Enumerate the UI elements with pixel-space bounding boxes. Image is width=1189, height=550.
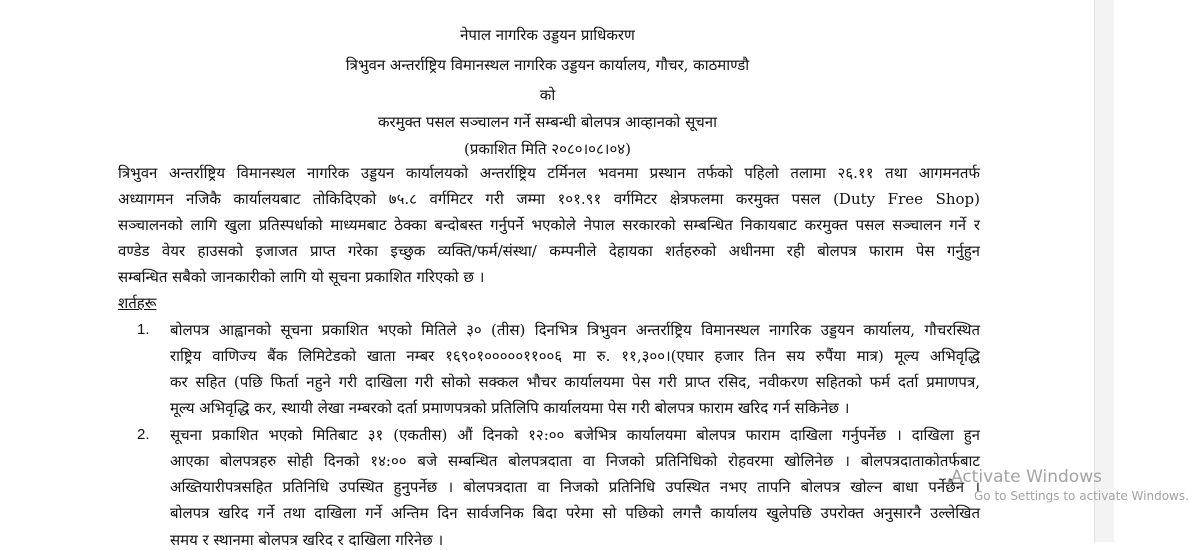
- intro-line: वण्डेड वेयर हाउसको इजाजत प्राप्त गरेका इच्छुक व्यक्ति/फर्म/संस्था/ कम्पनीले देहायका शर्तहरुको अधीनमा रही बोलपत्र फाराम पेस गर्नुहुन: [118, 242, 980, 260]
- condition-line: आएका बोलपत्रहरु सोही दिनको १४:०० बजे सम्बन्धित बोलपत्रदाता वा निजको प्रतिनिधिको रोहवरमा खोलिनेछ । बोलपत्रदाताकोतर्फबाट: [170, 452, 980, 470]
- notice-title: करमुक्त पसल सञ्चालन गर्ने सम्बन्धी बोलपत्र आव्हानको सूचना: [378, 113, 717, 131]
- condition-line: राष्ट्रिय वाणिज्य बैंक लिमिटेडको खाता नम्बर १६९०१०००००११००६ मा रु. ११,३००।(एघार हजार तिन सय रुपैंया मात्र) मूल्य अभिवृद्धि: [170, 347, 980, 365]
- intro-line: सञ्चालनको लागि खुला प्रतिस्पर्धाको माध्यमबाट ठेक्का बन्दोबस्त गर्नुपर्ने भएकोले नेपाल सरकारको सम्बन्धित निकायबाट करमुक्त पसल सञ्चालन गर्ने र: [118, 216, 980, 234]
- authority-name: नेपाल नागरिक उड्डयन प्राधिकरण: [460, 26, 635, 44]
- intro-line: त्रिभुवन अन्तर्राष्ट्रिय विमानस्थल नागरिक उड्डयन कार्यालयको अन्तर्राष्ट्रिय टर्मिनल भवनमा प्रस्थान तर्फको पहिलो तलामा २६.११ तथा आगमनतर्फ: [118, 164, 980, 182]
- condition-line: कर सहित (पछि फिर्ता नहुने गरी दाखिला गरी सोको सक्कल भौचर कार्यालयमा पेस गरी प्राप्त रसिद, नवीकरण सहितको फर्म दर्ता प्रमाणपत्र,: [170, 373, 980, 391]
- condition-line: समय र स्थानमा बोलपत्र खरिद र दाखिला गरिनेछ ।: [170, 531, 444, 549]
- office-name: त्रिभुवन अन्तर्राष्ट्रिय विमानस्थल नागरिक उड्डयन कार्यालय, गौचर, काठमाण्डौ: [345, 56, 750, 74]
- condition-line: अख्तियारीपत्रसहित प्रतिनिधि उपस्थित हुनुपर्नेछ । बोलपत्रदाता वा निजको प्रतिनिधि उपस्थित नभए तापनि बोलपत्र खोल्न बाधा पर्नेछैन ।: [170, 478, 980, 496]
- publication-date: (प्रकाशित मिति २०८०।०८।०४): [464, 140, 631, 158]
- intro-line: अध्यागमन नजिकै कार्यालयबाट तोकिदिएको ७५.८ वर्गमिटर गरी जम्मा १०१.९१ वर्गमिटर क्षेत्रफलमा करमुक्त पसल (Duty Free Shop): [118, 190, 980, 208]
- condition-line: मूल्य अभिवृद्धि कर, स्थायी लेखा नम्बरको दर्ता प्रमाणपत्रको प्रतिलिपि कार्यालयमा पेस गरी बोलपत्र फाराम खरिद गर्न सकिनेछ ।: [170, 399, 850, 417]
- condition-number: 2.: [137, 426, 150, 443]
- vertical-scrollbar[interactable]: [1094, 0, 1114, 542]
- intro-line: सम्बन्धित सबैको जानकारीको लागि यो सूचना प्रकाशित गरिएको छ ।: [118, 268, 485, 286]
- heading-connector: को: [539, 86, 556, 104]
- watermark-title: Activate Windows: [951, 467, 1102, 487]
- watermark-subtitle: Go to Settings to activate Windows.: [974, 489, 1189, 503]
- activation-watermark: [951, 466, 1189, 505]
- conditions-heading: शर्तहरू: [118, 294, 157, 312]
- condition-line: बोलपत्र आह्वानको सूचना प्रकाशित भएको मितिले ३० (तीस) दिनभित्र त्रिभुवन अन्तर्राष्ट्रिय विमानस्थल नागरिक उड्डयन कार्यालय, गौचरस्थित: [170, 321, 980, 339]
- condition-number: 1.: [137, 321, 150, 338]
- condition-line: बोलपत्र खरिद गर्ने तथा दाखिला गर्ने अन्तिम दिन सार्वजनिक बिदा परेमा सो पछिको लगत्तै कार्यालय खुलेपछि उपरोक्त अनुसारनै उल्लेखित: [170, 504, 980, 522]
- condition-line: सूचना प्रकाशित भएको मितिबाट ३१ (एकतीस) औं दिनको १२:०० बजेभित्र कार्यालयमा बोलपत्र फाराम दाखिला गर्नुपर्नेछ । दाखिला हुन: [170, 426, 980, 444]
